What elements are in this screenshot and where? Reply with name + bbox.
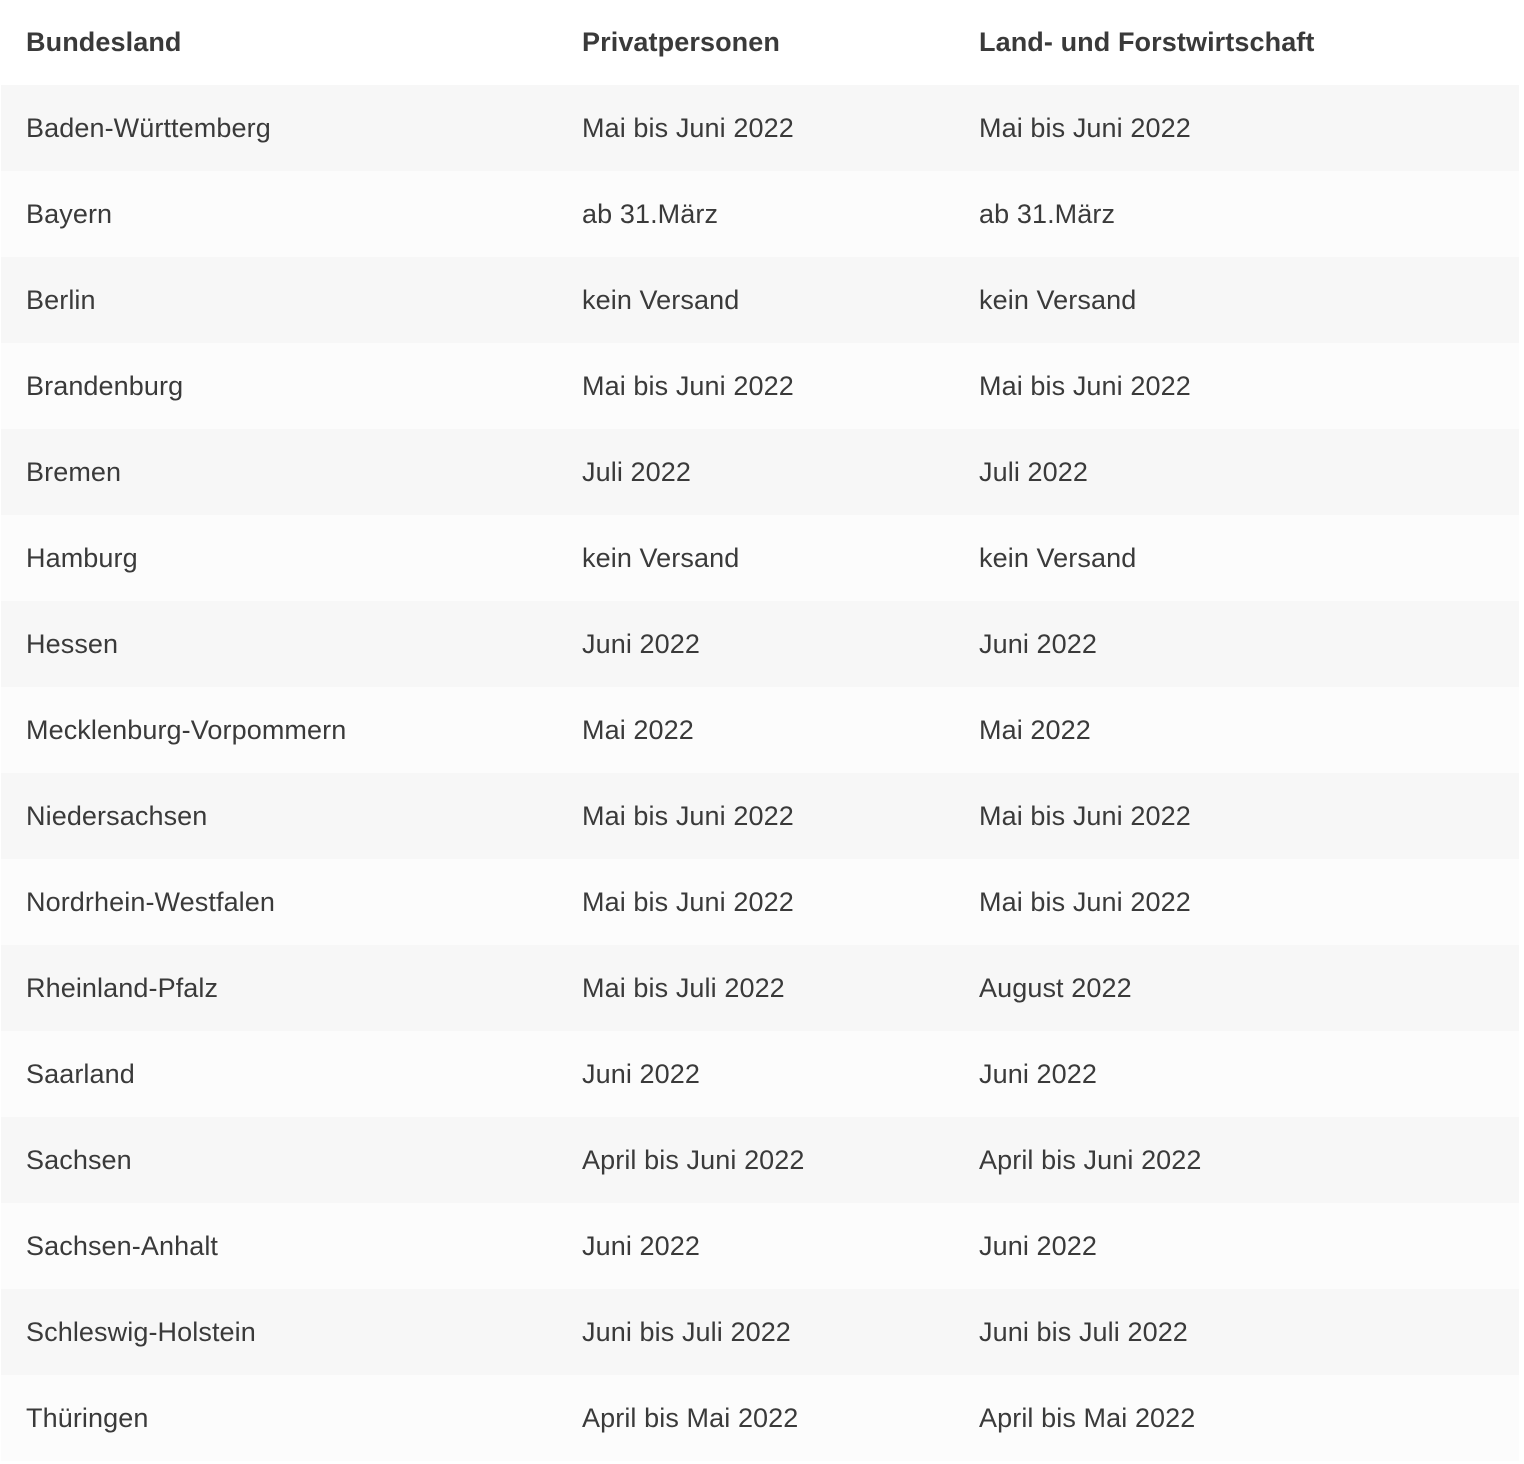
cell-privatpersonen: Juni 2022 xyxy=(582,1230,700,1261)
cell-land-forstwirtschaft: April bis Mai 2022 xyxy=(979,1402,1196,1433)
cell-land-forstwirtschaft: kein Versand xyxy=(979,284,1137,315)
cell-privatpersonen: Mai 2022 xyxy=(582,714,694,745)
cell-land-forstwirtschaft: April bis Juni 2022 xyxy=(979,1144,1202,1175)
cell-land-forstwirtschaft: Juni 2022 xyxy=(979,628,1097,659)
cell-land-forstwirtschaft: Mai bis Juni 2022 xyxy=(979,800,1191,831)
header-bundesland: Bundesland xyxy=(26,27,182,57)
table-row xyxy=(1,343,1519,429)
table-row xyxy=(1,1031,1519,1117)
table-row xyxy=(1,945,1519,1031)
cell-land-forstwirtschaft: Juni bis Juli 2022 xyxy=(979,1316,1188,1347)
table-row xyxy=(1,601,1519,687)
cell-bundesland: Hamburg xyxy=(26,542,138,573)
table-header-row xyxy=(1,0,1519,85)
table-body xyxy=(1,85,1519,1461)
cell-privatpersonen: April bis Mai 2022 xyxy=(582,1402,799,1433)
cell-bundesland: Saarland xyxy=(26,1058,135,1089)
table-row xyxy=(1,1375,1519,1461)
cell-bundesland: Nordrhein-Westfalen xyxy=(26,886,276,917)
cell-bundesland: Schleswig-Holstein xyxy=(26,1316,256,1347)
cell-bundesland: Niedersachsen xyxy=(26,800,208,831)
cell-bundesland: Sachsen xyxy=(26,1144,132,1175)
table-row xyxy=(1,1117,1519,1203)
cell-privatpersonen: kein Versand xyxy=(582,284,740,315)
table-row xyxy=(1,171,1519,257)
cell-privatpersonen: Mai bis Juli 2022 xyxy=(582,972,785,1003)
cell-bundesland: Rheinland-Pfalz xyxy=(26,972,219,1003)
cell-privatpersonen: Juli 2022 xyxy=(582,456,691,487)
cell-land-forstwirtschaft: Juni 2022 xyxy=(979,1230,1097,1261)
cell-privatpersonen: kein Versand xyxy=(582,542,740,573)
cell-bundesland: Sachsen-Anhalt xyxy=(26,1230,219,1261)
cell-land-forstwirtschaft: Mai bis Juni 2022 xyxy=(979,112,1191,143)
cell-privatpersonen: Mai bis Juni 2022 xyxy=(582,886,794,917)
cell-privatpersonen: Juni 2022 xyxy=(582,1058,700,1089)
cell-bundesland: Berlin xyxy=(26,284,96,315)
cell-bundesland: Thüringen xyxy=(26,1402,149,1433)
table-row xyxy=(1,515,1519,601)
table-row xyxy=(1,257,1519,343)
cell-bundesland: Brandenburg xyxy=(26,370,184,401)
table-row xyxy=(1,687,1519,773)
cell-bundesland: Hessen xyxy=(26,628,119,659)
table-row xyxy=(1,429,1519,515)
cell-privatpersonen: Mai bis Juni 2022 xyxy=(582,370,794,401)
cell-land-forstwirtschaft: ab 31.März xyxy=(979,198,1116,229)
cell-land-forstwirtschaft: Juni 2022 xyxy=(979,1058,1097,1089)
cell-bundesland: Bayern xyxy=(26,198,113,229)
cell-land-forstwirtschaft: August 2022 xyxy=(979,972,1132,1003)
table-row xyxy=(1,1289,1519,1375)
header-privatpersonen: Privatpersonen xyxy=(582,27,780,57)
cell-bundesland: Mecklenburg-Vorpommern xyxy=(26,714,347,745)
cell-privatpersonen: April bis Juni 2022 xyxy=(582,1144,805,1175)
cell-land-forstwirtschaft: Mai bis Juni 2022 xyxy=(979,886,1191,917)
table-row xyxy=(1,1203,1519,1289)
cell-land-forstwirtschaft: Mai 2022 xyxy=(979,714,1091,745)
cell-privatpersonen: Juni bis Juli 2022 xyxy=(582,1316,791,1347)
cell-privatpersonen: Mai bis Juni 2022 xyxy=(582,112,794,143)
table-row xyxy=(1,859,1519,945)
cell-privatpersonen: ab 31.März xyxy=(582,198,719,229)
cell-privatpersonen: Juni 2022 xyxy=(582,628,700,659)
cell-bundesland: Baden-Württemberg xyxy=(26,112,271,143)
table-row xyxy=(1,773,1519,859)
cell-bundesland: Bremen xyxy=(26,456,122,487)
cell-land-forstwirtschaft: Juli 2022 xyxy=(979,456,1088,487)
table-row xyxy=(1,85,1519,171)
cell-land-forstwirtschaft: kein Versand xyxy=(979,542,1137,573)
cell-land-forstwirtschaft: Mai bis Juni 2022 xyxy=(979,370,1191,401)
header-land-forstwirtschaft: Land- und Forstwirtschaft xyxy=(979,27,1315,57)
cell-privatpersonen: Mai bis Juni 2022 xyxy=(582,800,794,831)
schedule-table xyxy=(1,0,1519,1461)
